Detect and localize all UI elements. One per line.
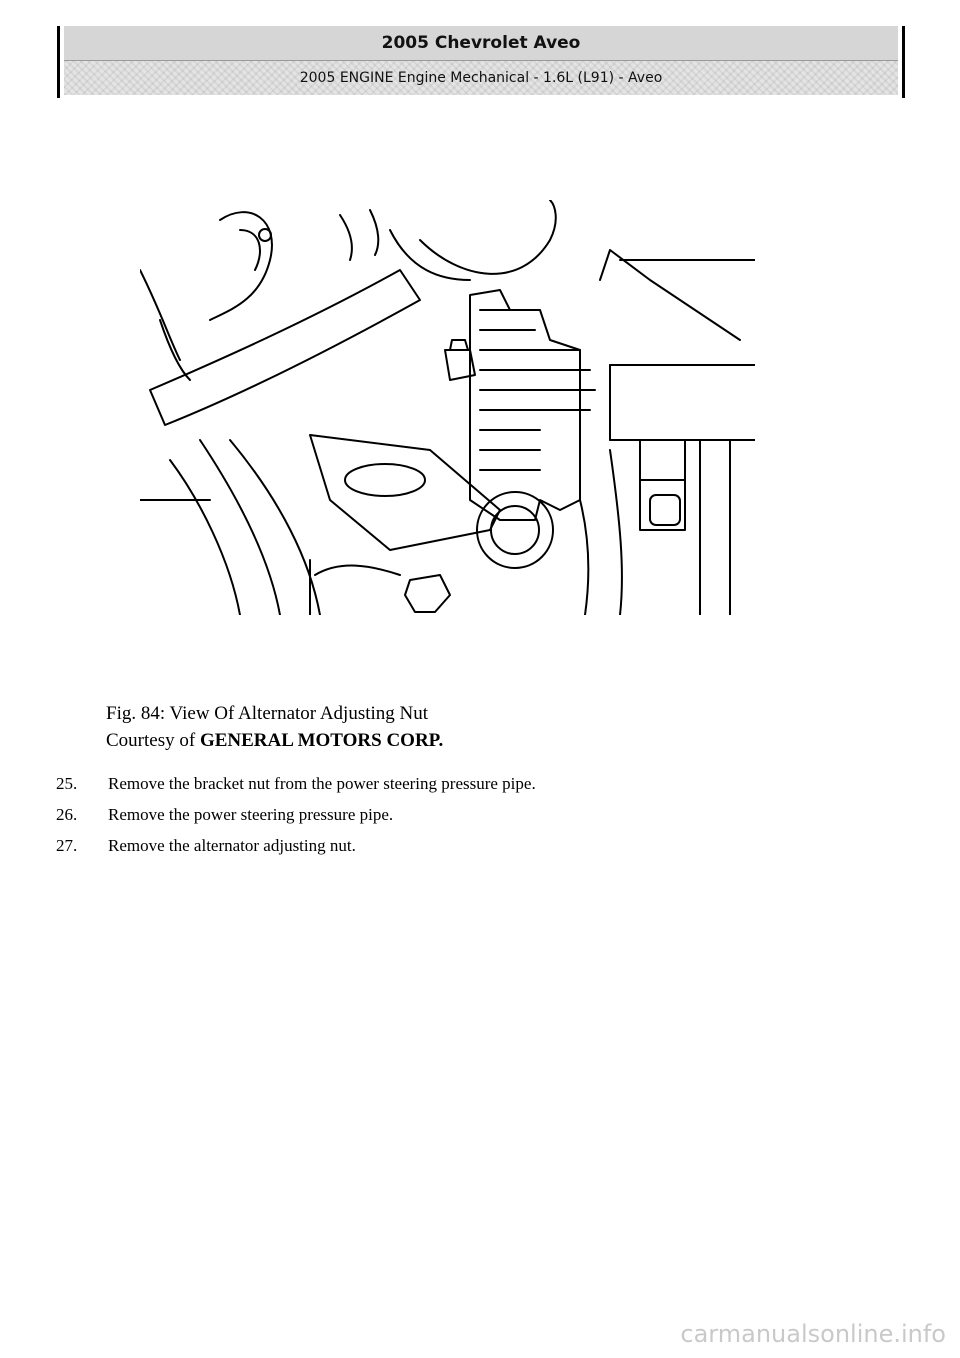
- caption-title: Fig. 84: View Of Alternator Adjusting Nut: [106, 703, 429, 724]
- header-title: 2005 Chevrolet Aveo: [64, 26, 898, 61]
- step-item: [56, 774, 536, 805]
- page-header: [57, 26, 905, 98]
- step-text: Remove the bracket nut from the power steering pressure pipe.: [108, 774, 536, 793]
- alternator-figure: [140, 200, 755, 615]
- site-watermark: carmanualsonline.info: [680, 1320, 946, 1348]
- step-number: 26.: [56, 805, 78, 824]
- header-subtitle: 2005 ENGINE Engine Mechanical - 1.6L (L91) - Aveo: [64, 61, 898, 95]
- bracket-shape: [310, 435, 500, 550]
- credit-prefix: Courtesy of: [106, 730, 200, 751]
- step-number: 27.: [56, 836, 78, 855]
- step-text: Remove the alternator adjusting nut.: [108, 836, 356, 855]
- step-item: [56, 805, 536, 836]
- step-number: 25.: [56, 774, 78, 793]
- step-item: [56, 836, 536, 867]
- caption-credit: [106, 727, 443, 754]
- step-text: Remove the power steering pressure pipe.: [108, 805, 394, 824]
- alternator-shape: [470, 290, 580, 520]
- figure-caption: [106, 700, 443, 754]
- procedure-steps: [56, 774, 536, 867]
- hose-shape: [150, 270, 420, 425]
- credit-name: GENERAL MOTORS CORP.: [199, 730, 444, 751]
